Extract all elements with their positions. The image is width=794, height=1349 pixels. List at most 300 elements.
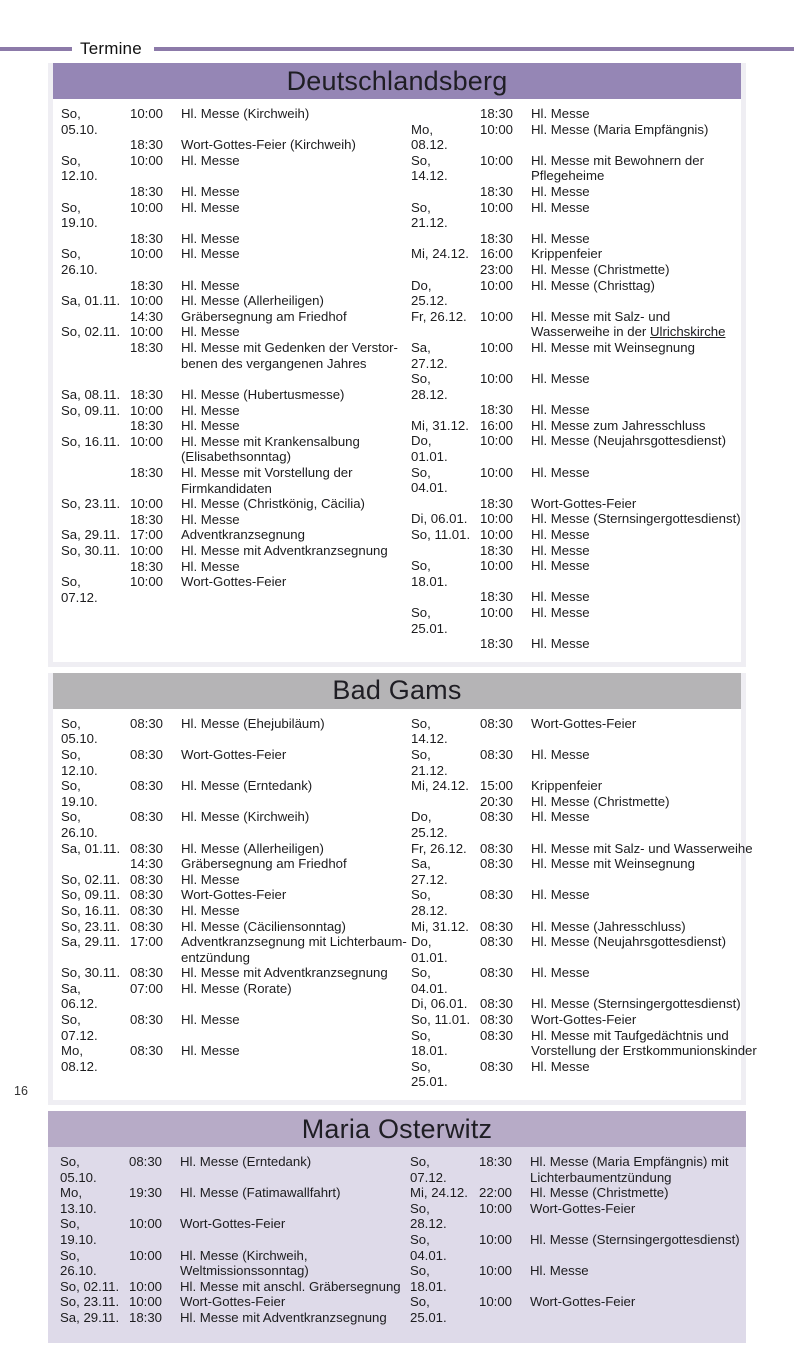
section-header-bar [53,63,741,99]
event-date: So, 04.01. [411,965,448,996]
schedule-row [411,278,741,309]
event-date: Mi, 31.12. [411,918,469,934]
event-date: So, 26.10. [61,246,98,277]
event-description [531,278,741,309]
event-text-line: Gräbersegnung am Friedhof [181,308,347,324]
event-text-line: Hl. Messe [531,230,590,246]
event-time: 19:30 [129,1185,163,1201]
section-content [53,99,741,662]
event-time: 18:30 [129,1309,163,1325]
schedule-row [61,106,411,137]
event-text-line: Hl. Messe [181,324,240,340]
event-date: So, 07.12. [61,574,98,605]
event-time: 23:00 [480,261,514,277]
event-time: 10:00 [480,308,514,324]
schedule-row [411,106,741,122]
event-time: 10:00 [130,433,164,449]
event-time: 10:00 [480,199,514,215]
event-text-line: (Elisabethsonntag) [181,449,291,465]
schedule-row [61,231,411,247]
schedule-row [61,324,411,340]
event-date: Do, 25.12. [411,809,448,840]
event-description [181,153,411,184]
schedule-row [411,794,757,810]
event-time: 08:30 [480,1058,514,1074]
event-time: 08:30 [130,918,164,934]
event-date [61,340,121,371]
event-text-line: Hl. Messe [531,371,590,387]
event-text-line: Hl. Messe (Kirchweih) [181,106,310,121]
event-date: So, 28.12. [411,887,448,918]
event-time: 10:00 [480,527,514,543]
event-description [181,246,411,277]
event-description [181,543,411,559]
event-time: 08:30 [480,1012,514,1028]
event-date: So, 19.10. [60,1216,97,1247]
event-description [181,809,411,840]
event-description [531,716,757,747]
event-text-line: Wort-Gottes-Feier [180,1294,286,1310]
schedule-row [411,246,741,262]
event-text-line: benen des vergangenen Jahres [181,355,367,371]
schedule-row [61,965,411,981]
event-description [530,1154,740,1185]
event-date: So, 14.12. [411,152,448,184]
event-date [61,137,121,153]
schedule-column-left [61,716,411,1090]
event-text-line: Pflegeheime [531,168,605,184]
event-date: Do, 01.01. [411,433,448,465]
schedule-row [411,841,757,857]
event-time: 10:00 [479,1200,513,1216]
event-text-line: Hl. Messe [531,1058,590,1074]
schedule-row [61,309,411,325]
schedule-row [410,1294,740,1325]
event-time: 18:30 [480,589,514,605]
event-time: 15:00 [480,778,514,794]
event-description [181,887,411,903]
event-time: 22:00 [479,1185,513,1201]
event-date: So, 04.01. [410,1232,447,1263]
schedule-row [410,1154,740,1185]
event-description [181,278,411,294]
schedule-row [61,403,411,419]
event-text-line: entzündung [181,949,250,965]
event-text-line: Firmkandidaten [181,480,272,496]
schedule-row [61,934,411,965]
section-maria-osterwitz [48,1111,746,1343]
event-date [61,856,121,872]
event-text-line: Hl. Messe (Christmette) [530,1185,669,1201]
event-description [181,324,411,340]
event-description [531,747,757,778]
event-text-line: Hl. Messe (Neujahrsgottesdienst) [531,433,726,449]
event-description [181,434,411,465]
event-date [411,496,471,512]
event-date: So, 02.11. [60,1278,120,1294]
schedule-row [61,1043,411,1074]
schedule-row [61,200,411,231]
event-text-line: Hl. Messe (Christtag) [531,277,655,293]
event-description [531,309,741,340]
event-description [181,403,411,419]
event-description [530,1294,740,1325]
event-text-line: Hl. Messe mit Salz- und [531,308,671,324]
event-date: Sa, 06.12. [61,980,98,1012]
event-text-line: Hl. Messe (Allerheiligen) [181,293,324,309]
section-content [48,1147,746,1343]
event-date: Mi, 24.12. [410,1185,468,1201]
event-date [61,278,121,294]
schedule-row [410,1263,740,1294]
event-description [531,919,757,935]
event-time: 18:30 [130,387,164,403]
event-time: 08:30 [130,778,164,794]
event-text-line: Hl. Messe [531,636,590,652]
event-description [531,636,741,652]
event-text-line: Hl. Messe [181,183,240,199]
schedule-row [411,418,741,434]
event-text-line: Hl. Messe (Allerheiligen) [181,840,324,856]
event-description [531,527,741,543]
schedule-row [61,418,411,434]
event-description [181,919,411,935]
event-description [181,716,411,747]
schedule-row [60,1185,410,1216]
event-description [530,1201,740,1232]
event-text-line: Hl. Messe [531,589,590,605]
event-text-line: Wort-Gottes-Feier [181,887,287,903]
event-text-line: Wasserweihe in der Ulrichskirche [531,324,726,340]
event-description [531,465,741,496]
event-time: 18:30 [480,542,514,558]
event-time: 08:30 [480,809,514,825]
event-date: Sa, 01.11. [61,293,121,309]
event-text-line: Hl. Messe mit Krankensalbung [181,433,360,449]
event-description [531,418,741,434]
event-text-line: Hl. Messe mit Vorstellung der [181,465,353,481]
schedule-row [61,293,411,309]
event-date: So, 02.11. [61,324,121,340]
event-description [181,512,411,528]
event-time: 10:00 [480,433,514,449]
event-time: 18:30 [130,137,164,153]
event-text-line: Weltmissionssonntag) [180,1263,309,1279]
event-description [181,496,411,512]
schedule-row [61,246,411,277]
event-date: So, 09.11. [61,402,121,418]
event-description [181,559,411,575]
event-time: 08:30 [130,902,164,918]
schedule-sections [48,63,757,1349]
event-time: 10:00 [130,246,164,262]
event-text-line: Hl. Messe [531,542,590,558]
event-date: So, 28.12. [411,371,448,402]
schedule-row [60,1154,410,1185]
event-time: 10:00 [480,371,514,387]
event-time: 18:30 [480,402,514,418]
schedule-row [411,371,741,402]
event-text-line: Wort-Gottes-Feier [530,1200,636,1216]
schedule-row [411,558,741,589]
event-time: 08:30 [480,918,514,934]
event-description [181,387,411,403]
event-text-line: Hl. Messe [531,199,590,215]
schedule-row [411,1028,757,1059]
section-title: Deutschlandsberg [286,65,508,96]
schedule-row [61,887,411,903]
event-time: 10:00 [479,1232,513,1247]
event-date: Mo, 08.12. [411,121,448,153]
event-date [411,402,471,418]
event-time: 18:30 [479,1154,513,1170]
event-time: 10:00 [480,464,514,480]
event-text-line: Hl. Messe (Neujahrsgottesdienst) [531,934,726,950]
event-date: Sa, 29.11. [60,1309,120,1325]
event-text-line: Hl. Messe mit Adventkranzsegnung [180,1309,387,1325]
event-text-line: Hl. Messe [531,965,590,981]
schedule-column-left [61,106,411,652]
event-text-line: Hl. Messe (Maria Empfängnis) mit [530,1154,729,1170]
schedule-row [61,387,411,403]
event-text-line: Hl. Messe (Kirchweih, [180,1247,308,1263]
event-text-line: Hl. Messe (Cäciliensonntag) [181,918,346,934]
event-text-line: Hl. Messe [181,1043,240,1059]
event-text-line: Hl. Messe (Christkönig, Cäcilia) [181,496,365,512]
event-text-line: Hl. Messe mit Weinsegnung [531,856,695,872]
event-text-line: Hl. Messe zum Jahresschluss [531,417,706,433]
event-text-line: Hl. Messe [531,464,590,480]
event-description [531,200,741,231]
event-time: 17:00 [130,934,164,950]
event-time: 18:30 [480,495,514,511]
event-date [61,465,121,496]
event-description [531,433,741,464]
event-text-line: Hl. Messe mit Weinsegnung [531,339,695,355]
schedule-row [410,1185,740,1201]
schedule-row [411,184,741,200]
event-date [411,543,471,559]
event-date: So, 25.01. [411,605,448,636]
event-description [531,794,757,810]
event-description [530,1185,740,1201]
event-text-line: Hl. Messe [181,871,240,887]
event-date: Sa, 27.12. [411,856,448,887]
event-date: So, 21.12. [411,746,448,778]
event-description [181,184,411,200]
schedule-row [61,574,411,605]
event-text-line: Hl. Messe [181,558,240,574]
schedule-row [61,872,411,888]
event-date: Sa, 29.11. [61,527,121,543]
schedule-row [411,262,741,278]
event-text-line: Hl. Messe mit anschl. Gräbersegnung [180,1278,401,1294]
event-time: 10:00 [480,152,514,168]
event-text-line: Hl. Messe [181,246,240,262]
event-date: So, 18.01. [411,1027,448,1059]
event-date [61,231,121,247]
schedule-row [61,778,411,809]
schedule-row [61,809,411,840]
event-description [531,965,757,996]
event-date: So, 23.11. [60,1294,120,1310]
event-text-line: Hl. Messe [181,230,240,246]
event-text-line: Hl. Messe [181,402,240,418]
schedule-row [60,1279,410,1295]
event-text-line: Hl. Messe [181,902,240,918]
event-text-line: Wort-Gottes-Feier [180,1216,286,1232]
event-text-line: Adventkranzsegnung mit Lichterbaum- [181,934,407,950]
event-date: Sa, 27.12. [411,339,448,371]
event-time: 18:30 [130,230,164,246]
schedule-row [411,527,741,543]
event-date: So, 11.01. [411,527,471,543]
event-description [181,527,411,543]
event-description [180,1185,410,1216]
schedule-row [61,716,411,747]
event-description [531,605,741,636]
event-time: 10:00 [480,277,514,293]
schedule-row [411,934,757,965]
schedule-row [61,559,411,575]
event-description [531,809,757,840]
event-time: 08:30 [130,871,164,887]
event-time: 08:30 [130,840,164,856]
event-date: So, 14.12. [411,715,448,747]
event-date: So, 09.11. [61,887,121,903]
event-date: So, 25.01. [411,1058,448,1090]
section-title: Maria Osterwitz [301,1113,493,1144]
event-time: 10:00 [130,199,164,215]
event-description [181,200,411,231]
event-time: 18:30 [130,277,164,293]
event-time: 10:00 [130,152,164,168]
event-description [181,934,411,965]
event-text-line: Hl. Messe (Erntedank) [181,778,313,794]
event-description [181,418,411,434]
event-description [531,841,757,857]
event-text-line: Hl. Messe mit Gedenken der Verstor- [181,339,398,355]
event-text-line: Hl. Messe [531,106,590,121]
event-time: 08:30 [130,809,164,825]
schedule-row [411,965,757,996]
event-text-line: Vorstellung der Erstkommunionskinder [531,1043,757,1059]
event-time: 08:30 [130,1043,164,1059]
event-time: 18:30 [480,106,514,121]
event-text-line: Hl. Messe [531,605,590,620]
schedule-row [61,919,411,935]
event-time: 08:30 [130,1012,164,1028]
schedule-row [61,153,411,184]
event-text-line: Hl. Messe [181,152,240,168]
event-date: Mo, 13.10. [60,1185,97,1216]
event-time: 10:00 [479,1263,513,1279]
event-time: 18:30 [480,230,514,246]
event-date [61,309,121,325]
event-description [531,543,741,559]
event-text-line: Hl. Messe [181,199,240,215]
event-date: Do, 25.12. [411,277,448,309]
event-time: 16:00 [480,417,514,433]
event-time: 08:30 [480,934,514,950]
event-date [61,184,121,200]
event-text-line: Hl. Messe (Sternsingergottesdienst) [530,1232,740,1247]
schedule-row [411,200,741,231]
schedule-row [411,778,757,794]
section-title: Bad Gams [332,675,462,706]
event-time: 08:30 [480,996,514,1012]
event-text-line: Hl. Messe [531,809,590,825]
event-description [531,1059,757,1090]
schedule-row [61,981,411,1012]
event-text-line: Hl. Messe mit Salz- und Wasserweihe [531,840,753,856]
event-time: 18:30 [130,339,164,355]
event-date: Mi, 24.12. [411,778,469,794]
section-content [53,709,757,1100]
event-text-line: Hl. Messe [531,183,590,199]
schedule-row [61,543,411,559]
event-text-line: Wort-Gottes-Feier [531,1012,637,1028]
event-time: 10:00 [129,1278,163,1294]
event-description [181,340,411,371]
event-time: 14:30 [130,308,164,324]
event-description [531,996,757,1012]
event-date [411,184,471,200]
schedule-row [411,496,741,512]
event-time: 10:00 [480,511,514,527]
section-deutschlandsberg [48,63,746,667]
event-date: So, 18.01. [411,558,448,589]
event-description [181,841,411,857]
schedule-row [411,543,741,559]
event-time: 10:00 [129,1294,163,1310]
event-date: So, 18.01. [410,1263,447,1294]
event-text-line: Hl. Messe (Christmette) [531,793,670,809]
event-date: So, 05.10. [61,715,98,747]
schedule-row [61,747,411,778]
event-time: 18:30 [480,636,514,652]
event-text-line: Krippenfeier [531,778,603,794]
schedule-row [411,809,757,840]
event-date: Di, 06.01. [411,511,468,527]
schedule-row [411,636,741,652]
event-date: So, 12.10. [61,152,98,184]
event-text-line: Hl. Messe [181,277,240,293]
schedule-row [411,716,757,747]
schedule-column-right [411,106,741,652]
event-time: 20:30 [480,793,514,809]
event-time: 10:00 [130,106,164,121]
event-description [181,903,411,919]
schedule-row [411,856,757,887]
event-date: So, 25.01. [410,1294,447,1325]
event-date [61,559,121,575]
event-description [531,887,757,918]
event-text-line: Hl. Messe [181,418,240,434]
event-time: 08:30 [480,1027,514,1043]
event-time: 07:00 [130,980,164,996]
event-time: 18:30 [130,558,164,574]
schedule-row [410,1232,740,1263]
event-time: 10:00 [480,121,514,137]
schedule-row [411,433,741,464]
schedule-row [60,1216,410,1247]
schedule-row [61,903,411,919]
event-date: Fr, 26.12. [411,308,467,324]
event-date [411,636,471,652]
schedule-row [60,1310,410,1326]
page-header [0,0,794,60]
